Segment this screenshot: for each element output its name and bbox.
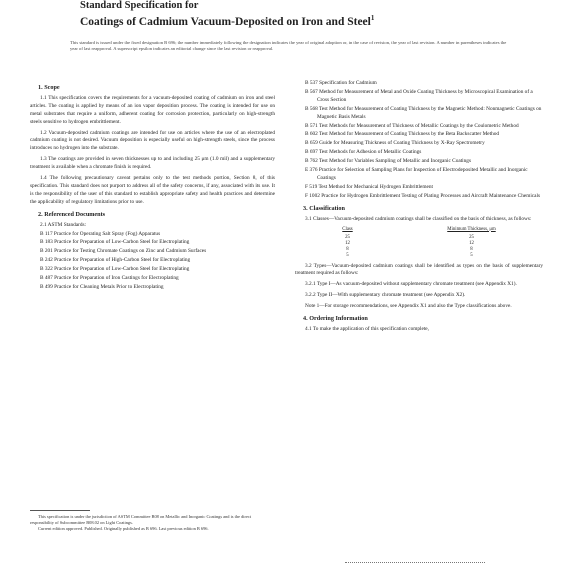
right-column <box>295 80 543 337</box>
reference-item: B 697 Test Methods for Adhesion of Metallic Coatings <box>305 149 422 156</box>
type-item: 3.2.1 Type I—As vacuum-deposited without supplementary chromate treatment (see Appendix X1). <box>305 281 517 288</box>
reference-item: B 117 Practice for Operating Salt Spray (Fog) Apparatus <box>40 230 161 237</box>
page-continuation-mark <box>345 562 485 566</box>
reference-item: B 537 Specification for Cadmium <box>305 80 377 86</box>
scope-paragraph: 1.3 The coatings are provided in seven thicknesses up to and including 25 μm (1.0 mil) and a supplementary treatment is available when a chromate finish is required. <box>30 156 275 171</box>
table-cell: 8 <box>346 246 349 252</box>
reference-item: B 201 Practice for Testing Chromate Coatings on Zinc and Cadmium Surfaces <box>40 248 207 255</box>
table-cell: 25 <box>345 234 350 240</box>
table-cell: 12 <box>469 240 474 246</box>
reference-item: B 487 Practice for Preparation of Iron Castings for Electroplating <box>40 275 179 282</box>
reference-item: B 568 Test Method for Measurement of Coating Thickness by the Magnetic Method: Nonmagnetic Coatings on Magnetic Basis Metals <box>305 105 542 120</box>
note: Note 1—For storage recommendations, see Appendix X1 and also the Type classifications above. <box>305 303 512 310</box>
reference-item: F 1002 Practice for Hydrogen Embrittlement Testing of Plating Processes and Aircraft Maintenance Chemicals <box>305 192 541 199</box>
reference-item: E 376 Practice for Selection of Sampling Plans for Inspection of Electrodeposited Metallic and Inorganic Coatings <box>305 167 528 181</box>
table-cell: 5 <box>346 252 349 258</box>
reference-item: B 762 Test Method for Variables Sampling of Metallic and Inorganic Coatings <box>305 158 472 165</box>
reference-item: B 602 Test Method for Measurement of Coating Thickness by the Beta Backscatter Method <box>305 131 500 138</box>
references-subheading: 2.1 ASTM Standards: <box>40 221 87 228</box>
title-block <box>80 0 530 29</box>
classification-table <box>295 227 543 259</box>
table-cell: 5 <box>470 252 473 258</box>
section-heading-ordering: 4. Ordering Information <box>303 315 368 323</box>
section-heading-references: 2. Referenced Documents <box>38 210 106 218</box>
reference-item: B 242 Practice for Preparation of High-Carbon Steel for Electroplating <box>40 257 191 264</box>
footnote: Current edition approved. Published. Originally published as B 696. Last previous edition B 696. <box>38 525 209 531</box>
table-header: Class <box>342 226 353 232</box>
table-header: Minimum Thickness, μm <box>447 226 496 232</box>
table-cell: 8 <box>470 246 473 252</box>
table-cell: 12 <box>345 240 350 246</box>
scope-paragraph: 1.1 This specification covers the requirements for a vacuum-deposited coating of cadmium on iron and steel articles. The coating is applied by means of an ion vapor deposition process. The coating is intended for use on metal substrates that require a uniform, adherent coating for corrosion protection, particularly on high-strength steels sensitive to hydrogen embrittlement. <box>30 94 275 125</box>
thickness-column <box>443 227 499 259</box>
left-column <box>30 80 275 293</box>
classification-paragraph: 3.2 Types—Vacuum-deposited cadmium coatings shall be identified as types on the basis of supplementary treatment required as follows: <box>295 262 543 277</box>
title-footnote-marker: 1 <box>370 14 375 22</box>
standard-notice: This standard is issued under the fixed designation B 696; the number immediately following the designation indicates the year of original adoption or, in the case of revision, the year of last revision. A number in parentheses indicates the year of last reapproval. A superscript epsilon indicates an editorial change since the last revision or reapproval. <box>70 40 507 52</box>
footnote: This specification is under the jurisdiction of ASTM Committee B08 on Metallic and Inorganic Coatings and is the direct responsibility of Subcommittee B08.02 on Light Coatings. <box>30 514 252 525</box>
scope-paragraph: 1.2 Vacuum-deposited cadmium coatings are intended for use on articles where the use of an electroplated cadmium coating is not desired. Vacuum deposition is especially useful on high-strength steels, since the process introduces no hydrogen into the substrate. <box>30 129 275 152</box>
table-cell: 25 <box>469 234 474 240</box>
classification-paragraph: 3.1 Classes—Vacuum-deposited cadmium coatings shall be classified on the basis of thickness, as follows: <box>305 215 532 222</box>
reference-item: B 322 Practice for Preparation of Low-Carbon Steel for Electroplating <box>40 266 190 273</box>
type-item: 3.2.2 Type II—With supplementary chromate treatment (see Appendix X2). <box>305 292 466 299</box>
reference-item: B 499 Practice for Cleaning Metals Prior to Electroplating <box>40 283 164 290</box>
document-title-text: Coatings of Cadmium Vacuum-Deposited on Iron and Steel <box>80 15 371 28</box>
reference-item: B 571 Test Methods for Measurement of Thickness of Metallic Coatings by the Coulometric Method <box>305 122 519 129</box>
document-title <box>80 12 530 29</box>
section-heading-scope: 1. Scope <box>38 84 60 91</box>
reference-item: B 659 Guide for Measuring Thickness of Coating Thickness by X-Ray Spectrometry <box>305 140 485 147</box>
footnotes <box>30 514 275 531</box>
scope-paragraph: 1.4 The following precautionary caveat pertains only to the test methods portion, Section 8, of this specification. This standard does not purport to address all of the safety concerns, if any, associated with its use. It is the responsibility of the user of this standard to establish appropriate safety and health practices and determine the applicability of regulatory limitations prior to use. <box>30 175 275 205</box>
title-prefix: Standard Specification for <box>80 0 199 11</box>
reference-item: B 183 Practice for Preparation of Low-Carbon Steel for Electroplating <box>40 239 190 246</box>
class-column <box>338 227 356 259</box>
reference-item: B 567 Method for Measurement of Metal and Oxide Coating Thickness by Microscopical Examination of a Cross Section <box>305 88 533 103</box>
ordering-paragraph: 4.1 To make the application of this specification complete, <box>305 325 429 332</box>
footnote-divider <box>30 510 90 511</box>
reference-item: F 519 Test Method for Mechanical Hydrogen Embrittlement <box>305 183 433 190</box>
section-heading-classification: 3. Classification <box>303 204 345 212</box>
